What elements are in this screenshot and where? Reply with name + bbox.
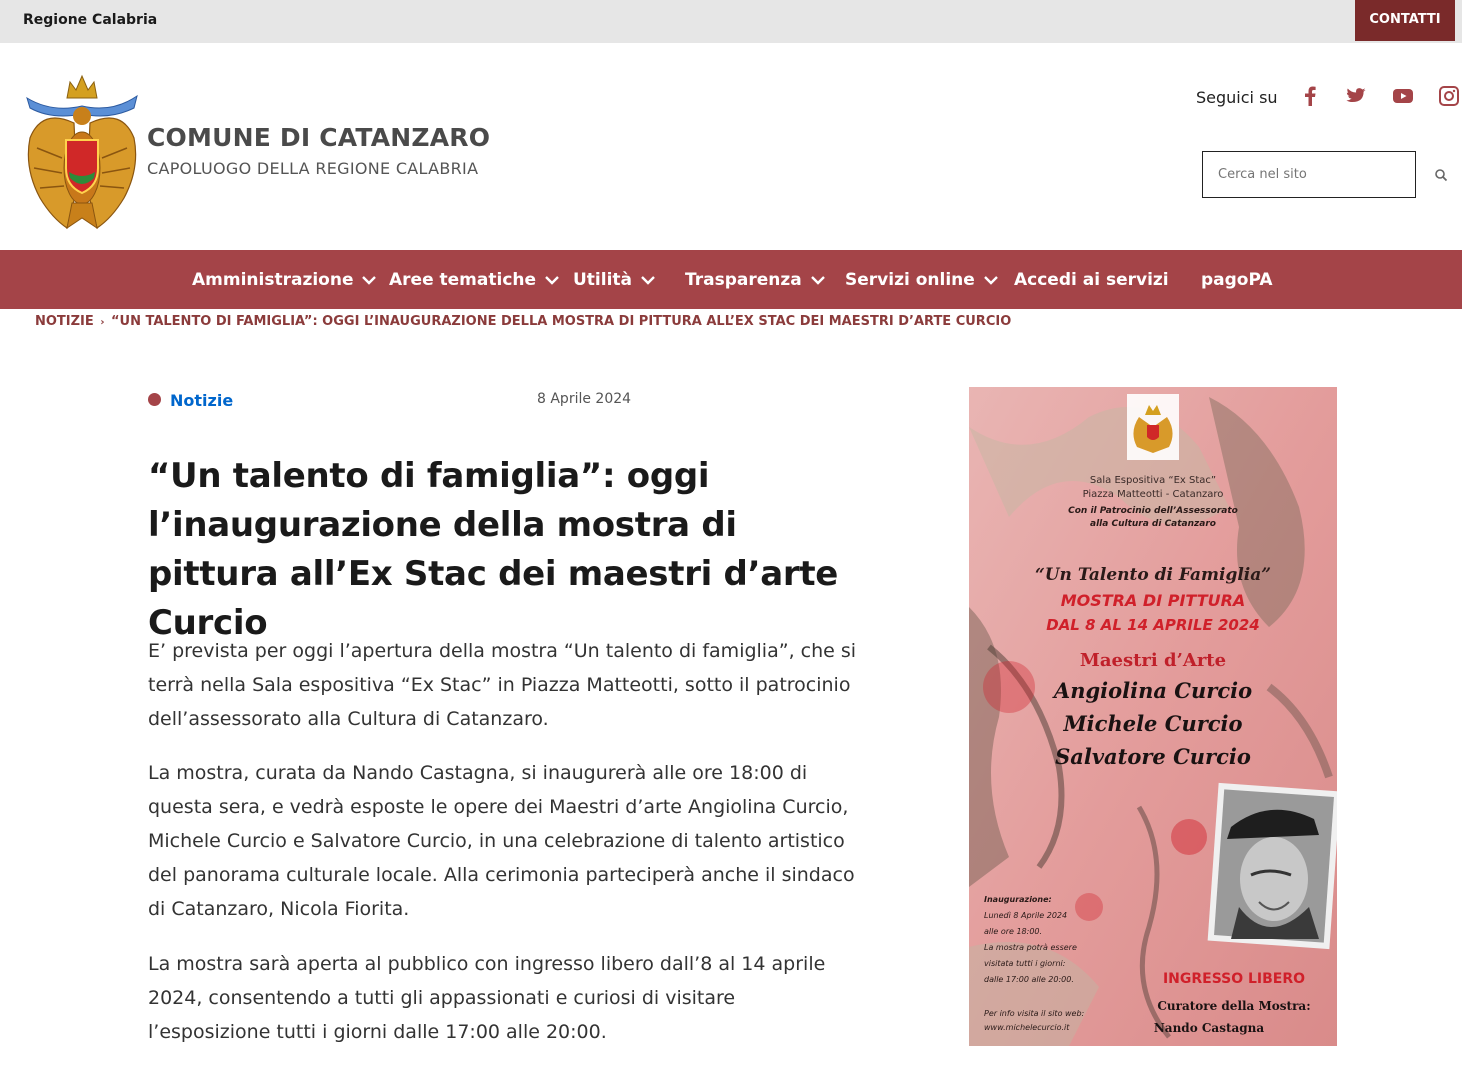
poster-inauguration-line: alle ore 18:00. <box>984 927 1043 936</box>
event-poster-image[interactable] <box>969 387 1337 1046</box>
poster-inauguration-line: Lunedì 8 Aprile 2024 <box>984 911 1068 920</box>
poster-artist-name: Michele Curcio <box>1063 711 1243 736</box>
article-paragraph: La mostra, curata da Nando Castagna, si inaugurerà alle ore 18:00 di questa sera, e vedrà esposte le opere dei Maestri d’arte Angiolina Curcio, Michele Curcio e Salvatore Curcio, in una celebrazione di talento artistico del panorama culturale locale. Alla cerimonia parteciperà anche il sindaco di Catanzaro, Nicola Fiorita. <box>148 762 855 920</box>
article-title: “Un talento di famiglia”: oggi l’inaugurazione della mostra di pittura all’Ex Stac dei maestri d’arte Curcio <box>148 456 839 643</box>
site-title[interactable]: COMUNE DI CATANZARO <box>147 123 491 152</box>
contatti-button[interactable]: CONTATTI <box>1355 0 1455 41</box>
poster-event-line: MOSTRA DI PITTURA <box>1060 591 1246 610</box>
poster-free-entry: INGRESSO LIBERO <box>1162 971 1306 987</box>
search-input[interactable] <box>1203 152 1415 197</box>
poster-artist-photo <box>1208 783 1337 949</box>
nav-item-utilita[interactable] <box>573 250 656 309</box>
nav-item-label: Aree tematiche <box>389 269 537 290</box>
poster-info-line: www.michelecurcio.it <box>984 1023 1070 1032</box>
poster-patronage-line: Con il Patrocinio dell’Assessorato <box>1068 506 1238 516</box>
youtube-icon[interactable] <box>1392 85 1414 107</box>
poster-curator-line: Nando Castagna <box>1153 1021 1265 1035</box>
coat-of-arms-logo[interactable] <box>22 68 142 233</box>
poster-info-line: Per info visita il sito web: <box>984 1009 1085 1018</box>
nav-item-label: Amministrazione <box>192 269 354 290</box>
site-header <box>0 43 1462 250</box>
poster-artists-heading: Maestri d’Arte <box>1079 650 1227 671</box>
article-paragraph: E’ prevista per oggi l’apertura della mostra “Un talento di famiglia”, che si terrà nella Sala espositiva “Ex Stac” in Piazza Matteotti, sotto il patrocinio dell’assessorato alla Cultura di Catanzaro. <box>148 640 857 730</box>
poster-venue-line: Piazza Matteotti - Catanzaro <box>1082 489 1224 500</box>
poster-event-line: DAL 8 AL 14 APRILE 2024 <box>1046 616 1260 634</box>
instagram-icon[interactable] <box>1438 85 1460 107</box>
article-paragraph: La mostra sarà aperta al pubblico con ingresso libero dall’8 al 14 aprile 2024, consentendo a tutti gli appassionati e curiosi di visitare l’esposizione tutti i giorni dalle 17:00 alle 20:00. <box>148 953 826 1043</box>
search-box <box>1202 151 1416 198</box>
poster-artist-name: Salvatore Curcio <box>1055 744 1251 769</box>
breadcrumb-root-link[interactable]: NOTIZIE <box>35 314 94 329</box>
poster-artist-name: Angiolina Curcio <box>1053 678 1253 703</box>
poster-inauguration-line: visitata tutti i giorni: <box>984 959 1066 968</box>
twitter-icon[interactable] <box>1345 85 1367 107</box>
poster-venue-line: Sala Espositiva “Ex Stac” <box>1089 475 1217 486</box>
breadcrumb-separator: › <box>100 317 105 328</box>
poster-headline: “Un Talento di Famiglia” <box>1034 565 1272 585</box>
chevron-down-icon <box>640 274 656 286</box>
breadcrumb <box>35 314 1011 329</box>
main-navigation <box>0 250 1462 309</box>
region-link[interactable]: Regione Calabria <box>23 12 158 28</box>
site-subtitle: CAPOLUOGO DELLA REGIONE CALABRIA <box>147 159 479 178</box>
poster-inauguration-line: Inaugurazione: <box>984 895 1052 904</box>
poster-patronage-line: alla Cultura di Catanzaro <box>1090 519 1216 529</box>
follow-label: Seguici su <box>1196 88 1278 107</box>
nav-item-label: Trasparenza <box>685 269 802 290</box>
chevron-down-icon <box>361 274 377 286</box>
poster-inauguration-line: dalle 17:00 alle 20:00. <box>984 975 1074 984</box>
nav-item-amministrazione[interactable] <box>192 250 377 309</box>
article-date: 8 Aprile 2024 <box>537 391 632 407</box>
facebook-icon[interactable] <box>1299 85 1321 107</box>
poster-inauguration-line: La mostra potrà essere <box>984 943 1077 952</box>
poster-curator-line: Curatore della Mostra: <box>1157 999 1311 1013</box>
nav-item-trasparenza[interactable] <box>685 250 826 309</box>
chevron-down-icon <box>810 274 826 286</box>
category-link[interactable]: Notizie <box>170 391 234 410</box>
nav-item-label: pagoPA <box>1201 269 1273 290</box>
top-bar <box>0 0 1462 43</box>
nav-item-servizi-online[interactable] <box>845 250 999 309</box>
nav-item-pagopa[interactable] <box>1201 250 1273 309</box>
nav-item-label: Servizi online <box>845 269 975 290</box>
nav-item-label: Accedi ai servizi <box>1014 269 1169 290</box>
breadcrumb-current: “UN TALENTO DI FAMIGLIA”: OGGI L’INAUGURAZIONE DELLA MOSTRA DI PITTURA ALL’EX STAC DEI MAESTRI D’ARTE CURCIO <box>110 314 1012 329</box>
chevron-down-icon <box>544 274 560 286</box>
search-icon[interactable] <box>1434 167 1450 183</box>
nav-item-accedi-ai-servizi[interactable] <box>1014 250 1169 309</box>
category-dot <box>148 393 161 406</box>
nav-item-aree-tematiche[interactable] <box>389 250 560 309</box>
chevron-down-icon <box>983 274 999 286</box>
nav-item-label: Utilità <box>573 269 633 290</box>
